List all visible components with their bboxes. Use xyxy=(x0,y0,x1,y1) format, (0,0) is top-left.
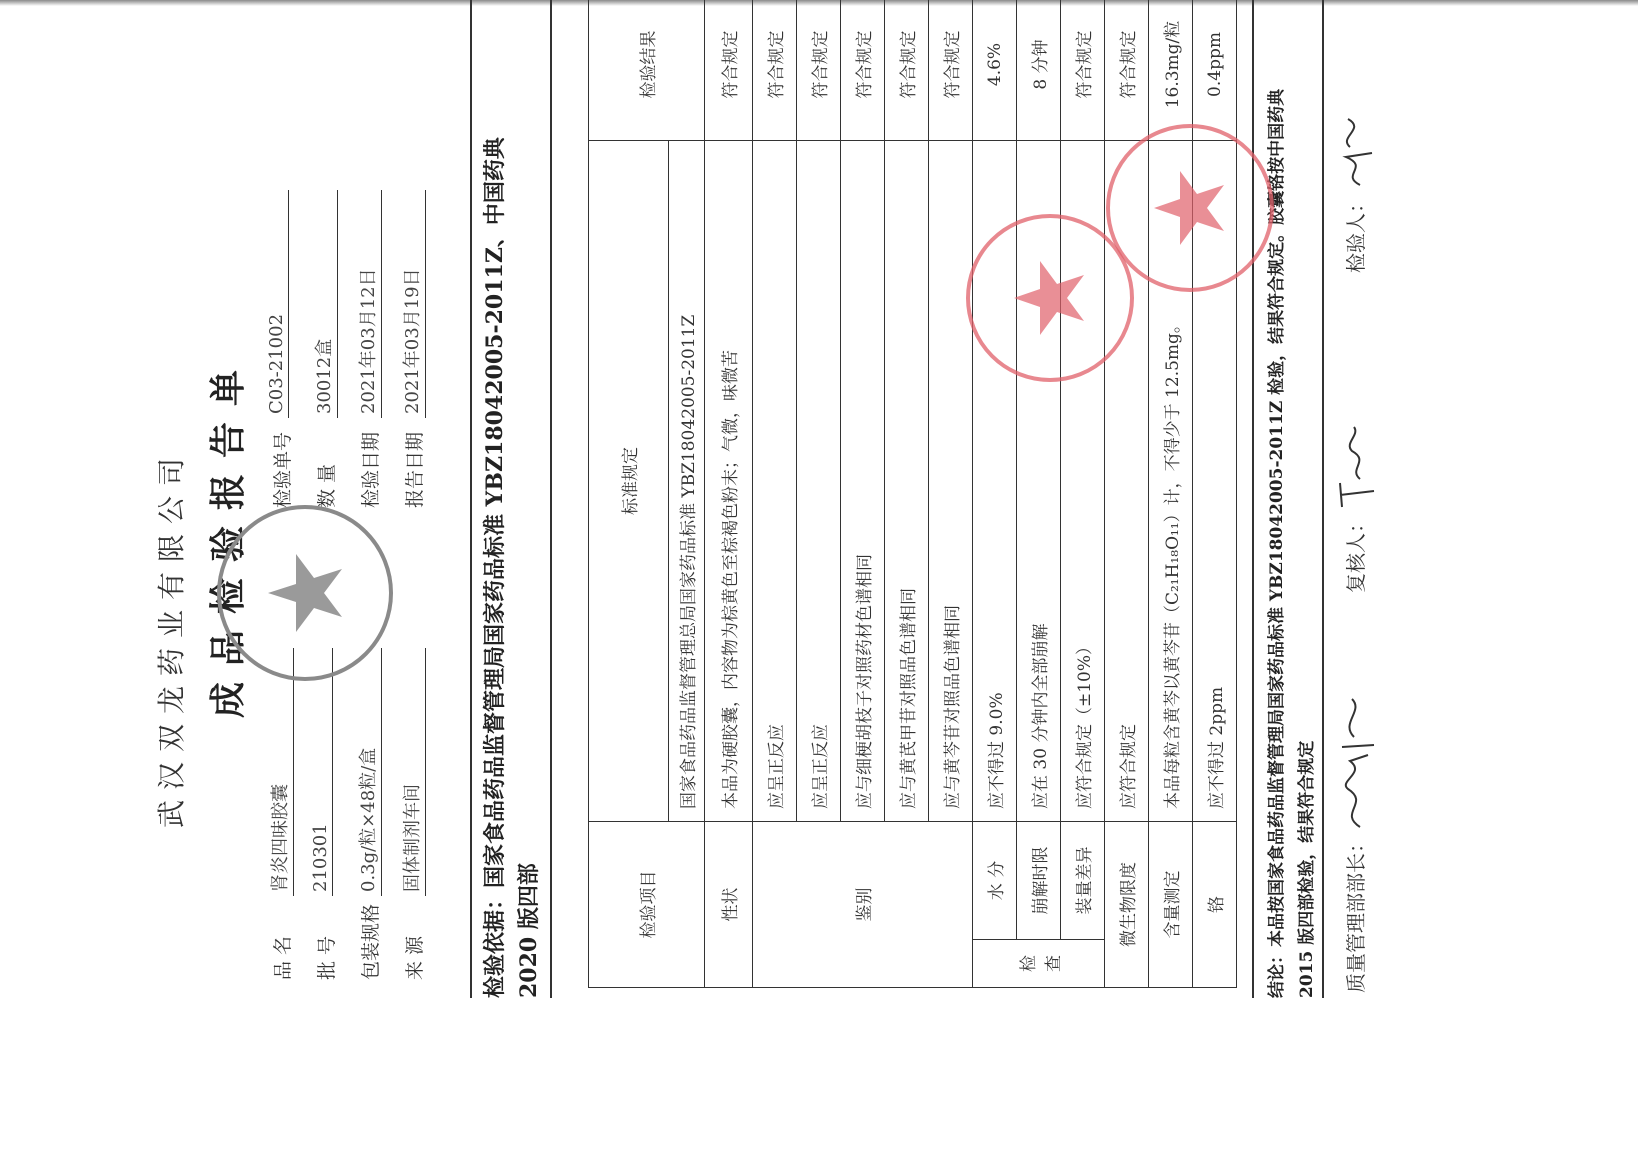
spec-value: 0.3g/粒×48粒/盒 xyxy=(354,648,382,896)
batch-value: 210301 xyxy=(310,648,333,896)
row-result: 符合规定 xyxy=(797,0,841,141)
row-result: 符合规定 xyxy=(929,0,973,141)
header-standard: 标准规定 xyxy=(589,141,669,822)
document-title: 成品检验报告单 xyxy=(207,353,249,718)
reviewer-signature xyxy=(1330,423,1380,513)
row-standard: 本品为硬胶囊，内容物为棕黄色至棕褐色粉末；气微，味微苦 xyxy=(705,141,753,822)
row-result: 0.4ppm xyxy=(1193,0,1237,141)
table-row xyxy=(1017,0,1061,988)
row-item: 崩解时限 xyxy=(1017,822,1061,940)
conclusion-rule-bottom xyxy=(1322,0,1324,998)
row-result: 4.6% xyxy=(973,0,1017,141)
row-standard: 应不得过 9.0% xyxy=(973,141,1017,822)
row-standard: 应呈正反应 xyxy=(797,141,841,822)
conclusion: 结论：本品按国家食品药品监督管理局国家药品标准 YBZ18042005-2011Z 检验，结果符合规定。胶囊铬按中国药典 2015 版四部检验，结果符合规定 xyxy=(1267,88,1317,998)
row-standard: 应与黄芪甲苷对照品色谱相同 xyxy=(885,141,929,822)
qa-head-signature xyxy=(1330,693,1380,833)
row-result: 8 分钟 xyxy=(1017,0,1061,141)
table-row xyxy=(705,0,753,988)
batch-label: 批 号 xyxy=(316,935,338,980)
row-result: 16.3mg/粒 xyxy=(1149,0,1193,141)
name-label: 品 名 xyxy=(272,935,294,980)
company-seal-stamp xyxy=(210,498,400,688)
row-standard: 本品每粒含黄芩以黄芩苷（C₂₁H₁₈O₁₁）计，不得少于 12.5mg。 xyxy=(1149,141,1193,822)
report-date-label: 报告日期 xyxy=(404,431,426,508)
table-header-row xyxy=(589,0,669,988)
row-item: 铬 xyxy=(1193,822,1237,988)
row-standard: 应符合规定 xyxy=(1105,141,1149,822)
table-row xyxy=(753,0,797,988)
inspector-signature xyxy=(1330,113,1380,193)
group-identify: 鉴别 xyxy=(753,822,973,988)
report-no-label: 检验单号 xyxy=(272,431,294,508)
row-item: 水 分 xyxy=(973,822,1017,940)
row-standard: 应呈正反应 xyxy=(753,141,797,822)
header-item: 检验项目 xyxy=(589,822,705,988)
header-result: 检验结果 xyxy=(589,0,705,141)
report-date-value: 2021年03月19日 xyxy=(398,190,426,418)
basis-rule xyxy=(550,0,552,998)
spec-label: 包装规格 xyxy=(360,903,382,980)
row-result: 符合规定 xyxy=(705,0,753,141)
row-item: 微生物限度 xyxy=(1105,822,1149,988)
quantity-value: 30012盒 xyxy=(310,190,338,418)
row-result: 符合规定 xyxy=(885,0,929,141)
test-date-value: 2021年03月12日 xyxy=(354,190,382,418)
row-standard: 应在 30 分钟内全部崩解 xyxy=(1017,141,1061,822)
row-standard: 应不得过 2ppm xyxy=(1193,141,1237,822)
quantity-label: 数 量 xyxy=(316,463,338,508)
top-rule xyxy=(470,0,472,998)
source-value: 固体制剂车间 xyxy=(398,648,426,896)
row-item: 性状 xyxy=(705,822,753,988)
row-item: 含量测定 xyxy=(1149,822,1193,988)
row-result: 符合规定 xyxy=(841,0,885,141)
source-label: 来 源 xyxy=(404,935,426,980)
inspector-label: 检验人： xyxy=(1344,193,1368,273)
row-standard: 应符合规定（±10%） xyxy=(1061,141,1105,822)
group-check: 检查 xyxy=(973,940,1105,988)
row-result: 符合规定 xyxy=(1105,0,1149,141)
table-row xyxy=(1061,0,1105,988)
qa-head-label: 质量管理部部长： xyxy=(1344,833,1368,993)
row-standard: 应与细梗胡枝子对照药材色谱相同 xyxy=(841,141,885,822)
row-item: 装量差异 xyxy=(1061,822,1105,940)
standard-source: 国家食品药品监督管理总局国家药品标准 YBZ18042005-2011Z xyxy=(669,141,705,822)
name-value: 肾炎四味胶囊 xyxy=(266,648,294,896)
reviewer-label: 复核人： xyxy=(1344,513,1368,593)
test-date-label: 检验日期 xyxy=(360,431,382,508)
row-standard: 应与黄芩苷对照品色谱相同 xyxy=(929,141,973,822)
company-name: 武汉双龙药业有限公司 xyxy=(155,447,188,828)
row-result: 符合规定 xyxy=(1061,0,1105,141)
test-basis: 检验依据：国家食品药品监督管理局国家药品标准 YBZ18042005-2011Z、中国药典 2020 版四部 xyxy=(482,137,542,998)
row-result: 符合规定 xyxy=(753,0,797,141)
qa-red-stamp xyxy=(1100,118,1280,298)
table-row xyxy=(973,0,1017,988)
report-no-value: C03-21002 xyxy=(266,190,289,418)
